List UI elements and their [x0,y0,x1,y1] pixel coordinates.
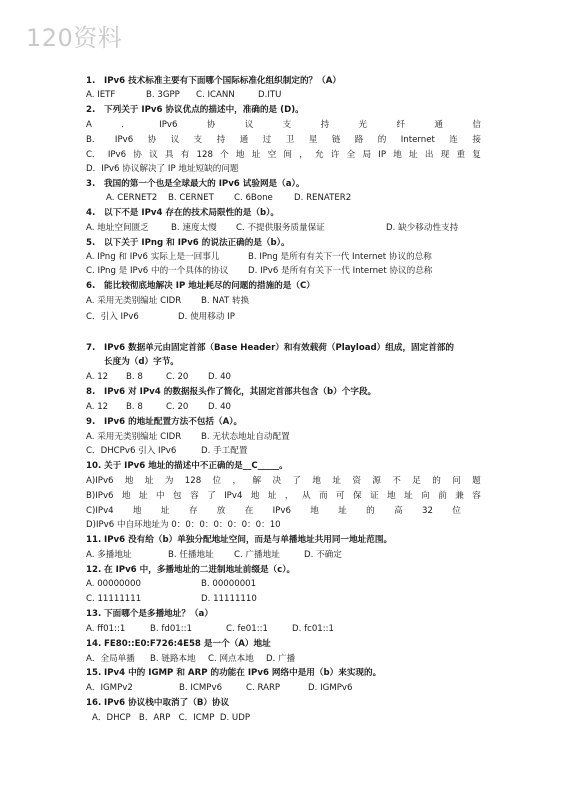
justified-word: 接 [472,135,481,145]
question-7: 7. IPv6 数据单元由固定首部（Base Header）和有效载荷（Playload）组成，固定首部的 [86,343,455,353]
justified-word: 证 [370,491,379,501]
question-13: 13. 下面哪个是多播地址？（a） [86,609,213,619]
justified-word: 的 [366,506,375,516]
justified-word: 可 [336,491,345,501]
justified-word: 协 [147,135,157,145]
justified-word: 决 [272,476,282,486]
justified-word: IP [378,150,386,160]
justified-word: 资 [352,476,361,486]
justified-word: 地 [235,150,245,160]
justified-word: C)IPv4 [86,506,114,516]
justified-word: 址 [160,506,170,516]
justified-word: 址 [409,150,418,160]
justified-word: 放 [216,506,226,516]
justified-word: 址 [251,150,261,160]
question-7-cont: 长度为（d）字节。 [104,357,179,367]
justified-word: 议 [244,120,254,130]
justified-word: ， [284,491,294,501]
justified-word: 解 [252,476,262,486]
justified-word: 星 [308,135,318,145]
justified-word: 间 [283,150,293,160]
justified-word: 卫 [285,135,295,145]
justified-word: 过 [262,135,272,145]
justified-word: 址 [332,476,341,486]
justified-word: 信 [472,120,481,130]
question-1: 1. IPv6 技术标准主要有下面哪个国际标准化组织制定的？（A） [86,76,341,86]
justified-word: 持 [216,135,226,145]
justified-word: 连 [449,135,458,145]
justified-word: 题 [472,476,481,486]
justified-word: 链 [331,135,341,145]
justified-word: 持 [320,120,330,130]
justified-word: 地 [312,476,321,486]
justified-word: 前 [438,491,447,501]
justified-word: IPv6 [114,135,134,145]
justified-word: 地 [250,491,260,501]
justified-word: C． [86,150,101,160]
justified-word: 问 [452,476,461,486]
justified-word: 32 [422,506,433,516]
justified-word: 兼 [455,491,464,501]
question-16: 16. IPv6 协议栈中取消了（B）协议 [86,698,230,708]
q2-option-c [86,150,481,161]
justified-word: 复 [472,150,481,160]
q10-option-d: D)IPv6 中自环地址为 0：0：0：0：0：0：0：10 [86,520,281,530]
justified-word: 了 [292,476,302,486]
justified-word: 地 [132,506,142,516]
justified-word: 为 [164,476,174,486]
justified-word: 允 [315,150,324,160]
justified-word: ， [232,476,242,486]
question-10: 10. 关于 IPv6 地址的描述中不正确的是__C_____。 [86,461,288,471]
justified-word: 地 [393,150,402,160]
justified-word: 有 [180,150,190,160]
justified-word: 源 [372,476,381,486]
justified-word: 而 [318,491,328,501]
justified-word: 全 [346,150,356,160]
justified-word: 重 [456,150,466,160]
justified-word: Internet [400,135,435,145]
justified-word: 容 [190,491,199,501]
justified-word: 空 [267,150,277,160]
question-6: 6. 能比较彻底地解决 IP 地址耗尽的问题的措施的是（C） [86,281,315,291]
q10-option-b [86,491,481,502]
q2-option-a [86,120,481,131]
justified-word: 保 [353,491,362,501]
q2-option-b [86,135,481,146]
justified-word: 路 [354,135,364,145]
q10-option-a [86,476,481,487]
justified-word: 协 [206,120,216,130]
justified-word: 从 [301,491,311,501]
question-4: 4. 以下不是 IPv4 存在的技术局限性的是（b）。 [86,208,280,218]
justified-word: 足 [412,476,421,486]
justified-word: 128 [184,476,202,486]
justified-word: 光 [358,120,368,130]
justified-word: 址 [338,506,347,516]
q10-option-c [86,506,461,517]
justified-word: 址 [267,491,277,501]
justified-word: 地 [121,491,131,501]
question-14: 14. FE80::E0:F726:4E58 是一个（A）地址 [86,639,271,649]
justified-word: 高 [394,506,403,516]
justified-word: 容 [472,491,481,501]
justified-word: 的 [432,476,441,486]
question-2: 2. 下列关于 IPv6 协议优点的描述中，准确的是 (D)。 [86,105,304,115]
question-9: 9. IPv6 的地址配置方法不包括（A）。 [86,417,243,427]
justified-word: 支 [193,135,203,145]
watermark: 120资料 [26,24,123,52]
question-5: 5. 以下关于 IPng 和 IPv6 的说法正确的是（b）。 [86,238,290,248]
justified-word: 不 [392,476,401,486]
justified-word: 个 [220,150,229,160]
justified-word: 位 [212,476,222,486]
justified-word: 在 [244,506,254,516]
justified-word: 地 [387,491,396,501]
justified-word: ， [299,150,308,160]
justified-word: IPv4 [224,491,243,501]
justified-word: 中 [156,491,165,501]
justified-word: 支 [282,120,292,130]
justified-word: 出 [424,150,434,160]
justified-word: 包 [173,491,182,501]
justified-word: 通 [239,135,249,145]
justified-word: 地 [124,476,134,486]
justified-word: 议 [149,150,158,160]
justified-word: 许 [330,150,340,160]
justified-word: 向 [421,491,430,501]
justified-word: IPv6 [159,120,178,130]
justified-word: A)IPv6 [86,476,114,486]
justified-word: 协 [133,150,142,160]
justified-word: 址 [138,491,148,501]
justified-word: 议 [170,135,180,145]
justified-word: B． [86,135,101,145]
question-15: 15. IPv4 中的 IGMP 和 ARP 的功能在 IPv6 网络中是用（b）来实现的。 [86,668,382,678]
q16-options: A．DHCP B．ARP C．ICMP D. UDP [92,713,251,723]
justified-word: 址 [144,476,154,486]
justified-word: IPv6 [272,506,291,516]
question-11: 11. IPv6 没有给（b）单独分配地址空间，而是与单播地址共用同一地址范围。 [86,535,393,545]
justified-word: 了 [207,491,216,501]
justified-word: 128 [196,150,213,160]
question-3: 3. 我国的第一个也是全球最大的 IPv6 试验网是（a）。 [86,179,305,189]
justified-word: 的 [377,135,387,145]
q2-option-d: D．IPv6 协议解决了 IP 地址短缺的问题 [86,164,239,174]
question-12: 12. 在 IPv6 中，多播地址的二进制地址前缀是（c）。 [86,565,296,575]
justified-word: 通 [434,120,443,130]
justified-word: ． [121,120,130,130]
justified-word: 局 [362,150,372,160]
justified-word: A [86,120,92,130]
justified-word: 纤 [396,120,406,130]
justified-word: 址 [404,491,413,501]
question-8: 8. IPv6 对 IPv4 的数据报头作了简化，其固定首部共包含（b）个字段。 [86,387,377,397]
justified-word: IPv6 [107,150,127,160]
justified-word: 地 [310,506,319,516]
justified-word: B)IPv6 [86,491,114,501]
justified-word: 具 [164,150,174,160]
justified-word: 位 [452,506,461,516]
justified-word: 存 [188,506,198,516]
justified-word: 现 [440,150,450,160]
